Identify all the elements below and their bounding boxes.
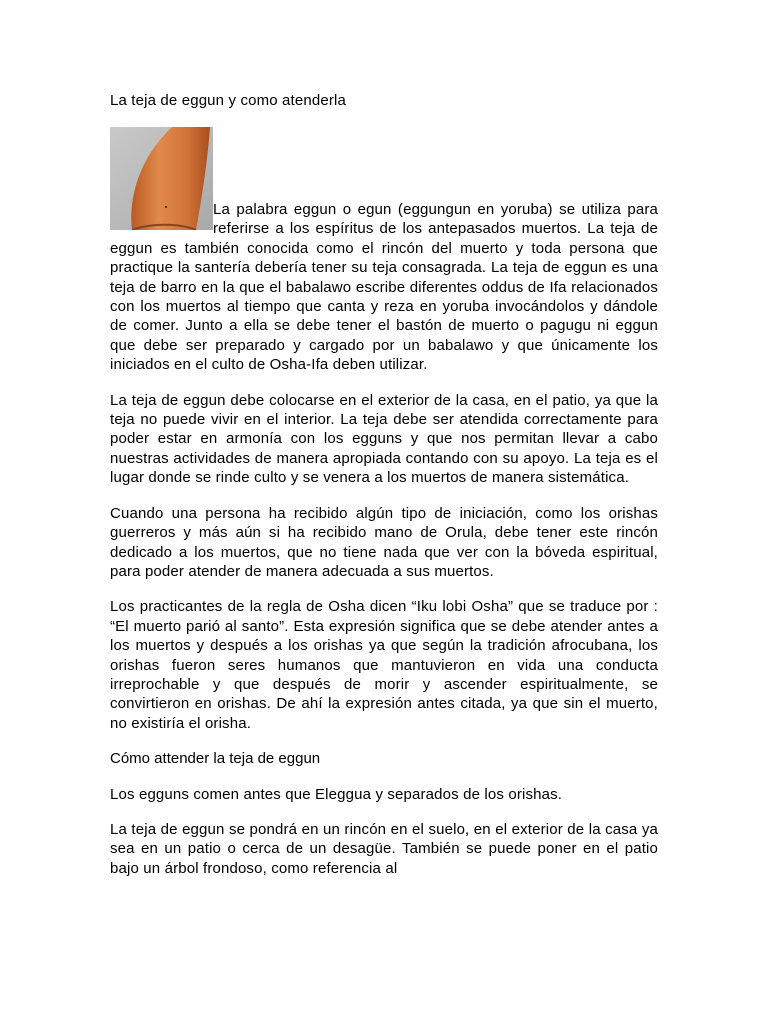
- paragraph-6: La teja de eggun se pondrá en un rincón en el suelo, en el exterior de la casa ya sea en un patio o cerca de un desagüe. También se puede poner en el patio bajo un árbol frondoso, como referencia al: [110, 820, 658, 877]
- paragraph-1: La palabra eggun o egun (eggungun en yoruba) se utiliza para referirse a los espíritus de los antepasados muertos. La teja de eggun es también conocida como el rincón del muerto y toda persona que practique la santería debería tener su teja consagrada. La teja de eggun es una teja de barro en la que el babalawo escribe diferentes oddus de Ifa relacionados con los muertos al tiempo que canta y reza en yoruba invocándolos y dándole de comer. Junto a ella se debe tener el bastón de muerto o pagugu ni eggun que debe ser preparado y cargado por un babalawo y que únicamente los iniciados en el culto de Osha-Ifa deben utilizar.: [110, 201, 658, 374]
- paragraph-3: Cuando una persona ha recibido algún tipo de iniciación, como los orishas guerreros y más aún si ha recibido mano de Orula, debe tener este rincón dedicado a los muertos, que no tiene nada que ver con la bóveda espiritual, para poder atender de manera adecuada a sus muertos.: [110, 504, 658, 580]
- document-title: La teja de eggun y como atenderla: [110, 92, 346, 109]
- section-subheading: Cómo attender la teja de eggun: [110, 750, 321, 768]
- paragraph-2: La teja de eggun debe colocarse en el exterior de la casa, en el patio, ya que la teja no puede vivir en el interior. La teja debe ser atendida correctamente para poder estar en armonía con los egguns y que nos permitan llevar a cabo nuestras actividades de manera apropiada contando con su apoyo. La teja es el lugar donde se rinde culto y se venera a los muertos de manera sistemática.: [110, 391, 658, 487]
- paragraph-4: Los practicantes de la regla de Osha dicen “Iku lobi Osha” que se traduce por : “El muerto parió al santo”. Esta expresión significa que se debe atender antes a los muertos y después a los orishas ya que según la tradición afrocubana, los orishas fueron seres humanos que mantuvieron en vida una conducta irreprochable y que después de morir y ascender espiritualmente, se convirtieron en orishas. De ahí la expresión antes citada, ya que sin el muerto, no existiría el orisha.: [110, 598, 658, 732]
- paragraph-5: Los egguns comen antes que Eleggua y separados de los orishas.: [110, 785, 563, 803]
- roof-tile-image: [110, 127, 213, 230]
